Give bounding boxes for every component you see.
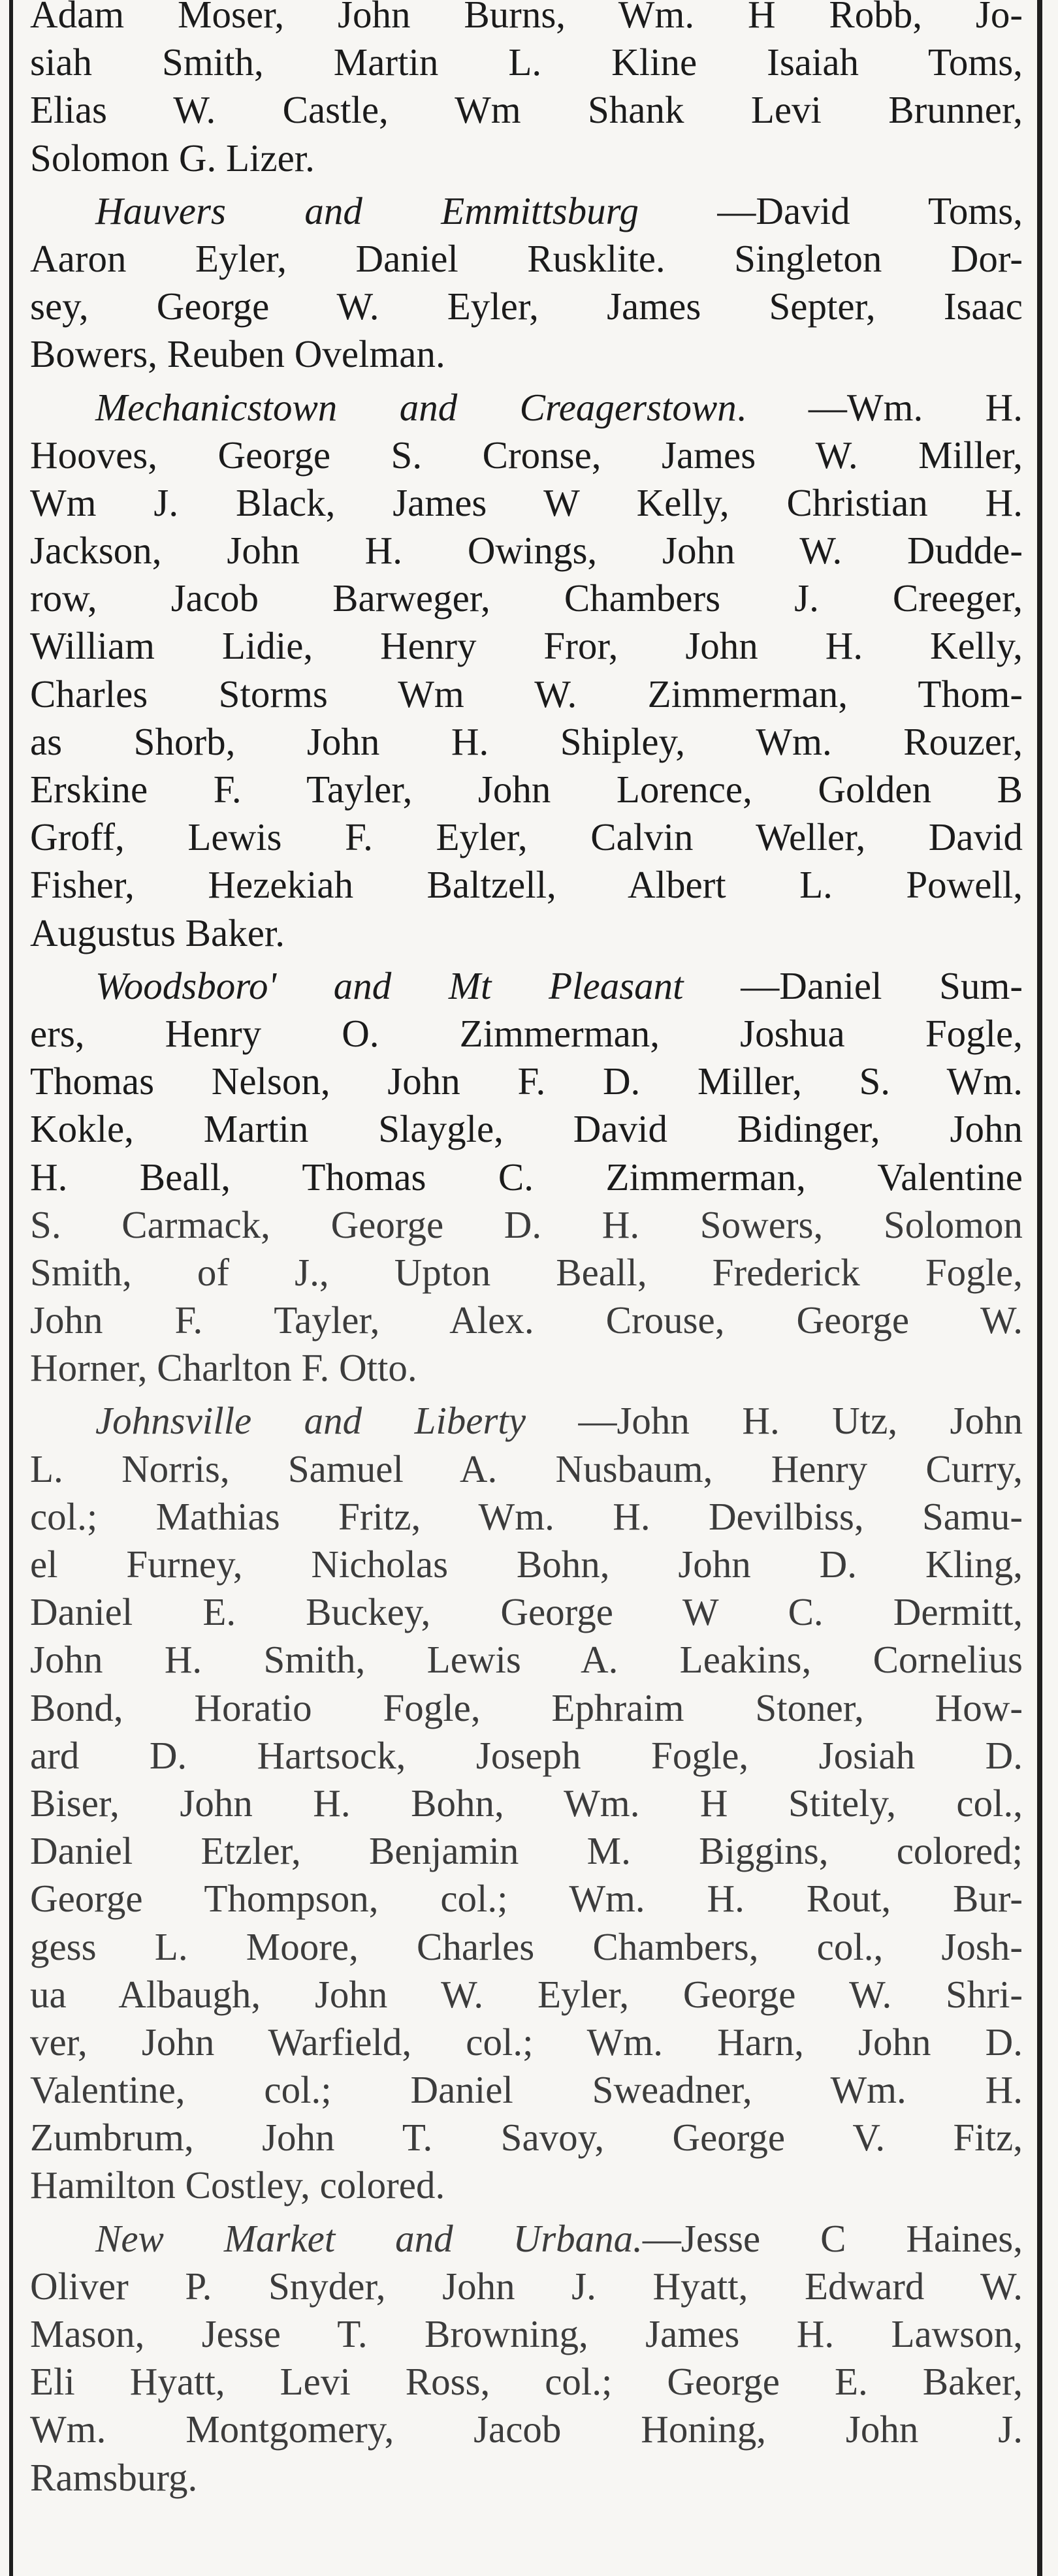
text-line: Groff, Lewis F. Eyler, Calvin Weller, David	[30, 815, 1023, 859]
text-line: Thomas Nelson, John F. D. Miller, S. Wm.	[30, 1060, 1023, 1103]
text-line: Adam Moser, John Burns, Wm. H Robb, Jo-	[30, 0, 1023, 36]
paragraph-first-line	[30, 2215, 1023, 2263]
text-line: Elias W. Castle, Wm Shank Levi Brunner,	[30, 88, 1023, 132]
paragraph-first-line	[30, 187, 1023, 235]
text-line: William Lidie, Henry Fror, John H. Kelly,	[30, 624, 1023, 668]
text-lead: —Daniel Sum-	[683, 964, 1023, 1007]
text-line: ers, Henry O. Zimmerman, Joshua Fogle,	[30, 1011, 1023, 1055]
district-heading: Mechanicstown and Creagerstown	[95, 385, 737, 429]
text-lead: —John H. Utz, John	[526, 1399, 1023, 1443]
district-heading: Hauvers and Emmittsburg	[95, 189, 639, 232]
district-heading: Woodsboro' and Mt Pleasant	[95, 964, 684, 1007]
text-line: el Furney, Nicholas Bohn, John D. Kling,	[30, 1543, 1023, 1586]
text-line: siah Smith, Martin L. Kline Isaiah Toms,	[30, 40, 1023, 84]
text-line: Solomon G. Lizer.	[30, 136, 315, 180]
text-column	[30, 0, 1023, 2502]
paragraph-first-line	[30, 384, 1023, 432]
text-line: Fisher, Hezekiah Baltzell, Albert L. Powell,	[30, 863, 1023, 907]
text-lead: —David Toms,	[638, 189, 1023, 232]
text-line: Hooves, George S. Cronse, James W. Miller,	[30, 433, 1023, 477]
text-lead: —Jesse C Haines,	[642, 2216, 1023, 2260]
district-heading: New Market and Urbana.	[95, 2216, 643, 2260]
text-line: H. Beall, Thomas C. Zimmerman, Valentine	[30, 1155, 1023, 1199]
text-line: Kokle, Martin Slaygle, David Bidinger, John	[30, 1107, 1023, 1151]
text-line: Eli Hyatt, Levi Ross, col.; George E. Baker,	[30, 2360, 1023, 2404]
text-lead: . —Wm. H.	[736, 385, 1023, 429]
paragraph-first-line	[30, 1397, 1023, 1445]
text-line: George Thompson, col.; Wm. H. Rout, Bur-	[30, 1877, 1023, 1921]
text-line: Wm J. Black, James W Kelly, Christian H.	[30, 480, 1023, 524]
text-line: John F. Tayler, Alex. Crouse, George W.	[30, 1298, 1023, 1342]
paragraph-first-line	[30, 962, 1023, 1010]
text-line: Aaron Eyler, Daniel Rusklite. Singleton Dor-	[30, 236, 1023, 280]
text-line: Bowers, Reuben Ovelman.	[30, 332, 445, 376]
text-line: ua Albaugh, John W. Eyler, George W. Shri-	[30, 1972, 1023, 2016]
left-column-rule	[9, 0, 13, 2576]
text-line: S. Carmack, George D. H. Sowers, Solomon	[30, 1202, 1023, 1246]
text-line: sey, George W. Eyler, James Septer, Isaac	[30, 285, 1023, 328]
text-line: Daniel Etzler, Benjamin M. Biggins, colored;	[30, 1829, 1023, 1873]
paragraph-hauvers-emmittsburg	[30, 187, 1023, 379]
text-line: col.; Mathias Fritz, Wm. H. Devilbiss, Samu-	[30, 1494, 1023, 1538]
text-line: Valentine, col.; Daniel Sweadner, Wm. H.	[30, 2068, 1023, 2112]
text-line: Wm. Montgomery, Jacob Honing, John J.	[30, 2408, 1023, 2451]
paragraph-woodsboro-mt-pleasant	[30, 962, 1023, 1392]
text-line: gess L. Moore, Charles Chambers, col., Josh-	[30, 1924, 1023, 1968]
paragraph-johnsville-liberty	[30, 1397, 1023, 2209]
text-line: Biser, John H. Bohn, Wm. H Stitely, col.,	[30, 1781, 1023, 1825]
text-line: Jackson, John H. Owings, John W. Dudde-	[30, 529, 1023, 573]
text-line: row, Jacob Barweger, Chambers J. Creeger,	[30, 576, 1023, 620]
text-line: Smith, of J., Upton Beall, Frederick Fogle,	[30, 1250, 1023, 1294]
text-line: Daniel E. Buckey, George W C. Dermitt,	[30, 1590, 1023, 1634]
paragraph-continuation	[30, 0, 1023, 182]
paragraph-mechanicstown-creagerstown	[30, 384, 1023, 957]
text-line: Augustus Baker.	[30, 911, 285, 954]
text-line: ver, John Warfield, col.; Wm. Harn, John D.	[30, 2020, 1023, 2064]
text-line: John H. Smith, Lewis A. Leakins, Cornelius	[30, 1638, 1023, 1682]
right-column-rule	[1037, 0, 1042, 2576]
text-line: Erskine F. Tayler, John Lorence, Golden B	[30, 768, 1023, 811]
text-line: as Shorb, John H. Shipley, Wm. Rouzer,	[30, 719, 1023, 763]
text-line: Oliver P. Snyder, John J. Hyatt, Edward W.	[30, 2264, 1023, 2308]
paragraph-new-market-urbana	[30, 2215, 1023, 2502]
district-heading: Johnsville and Liberty	[95, 1399, 526, 1443]
text-line: Charles Storms Wm W. Zimmerman, Thom-	[30, 672, 1023, 715]
text-line: Bond, Horatio Fogle, Ephraim Stoner, How-	[30, 1686, 1023, 1729]
text-line: ard D. Hartsock, Joseph Fogle, Josiah D.	[30, 1733, 1023, 1777]
text-line: Mason, Jesse T. Browning, James H. Lawson,	[30, 2312, 1023, 2355]
text-line: Horner, Charlton F. Otto.	[30, 1346, 417, 1390]
text-line: Zumbrum, John T. Savoy, George V. Fitz,	[30, 2116, 1023, 2160]
text-line: L. Norris, Samuel A. Nusbaum, Henry Curry,	[30, 1447, 1023, 1490]
text-line: Ramsburg.	[30, 2455, 198, 2499]
text-line: Hamilton Costley, colored.	[30, 2163, 445, 2207]
